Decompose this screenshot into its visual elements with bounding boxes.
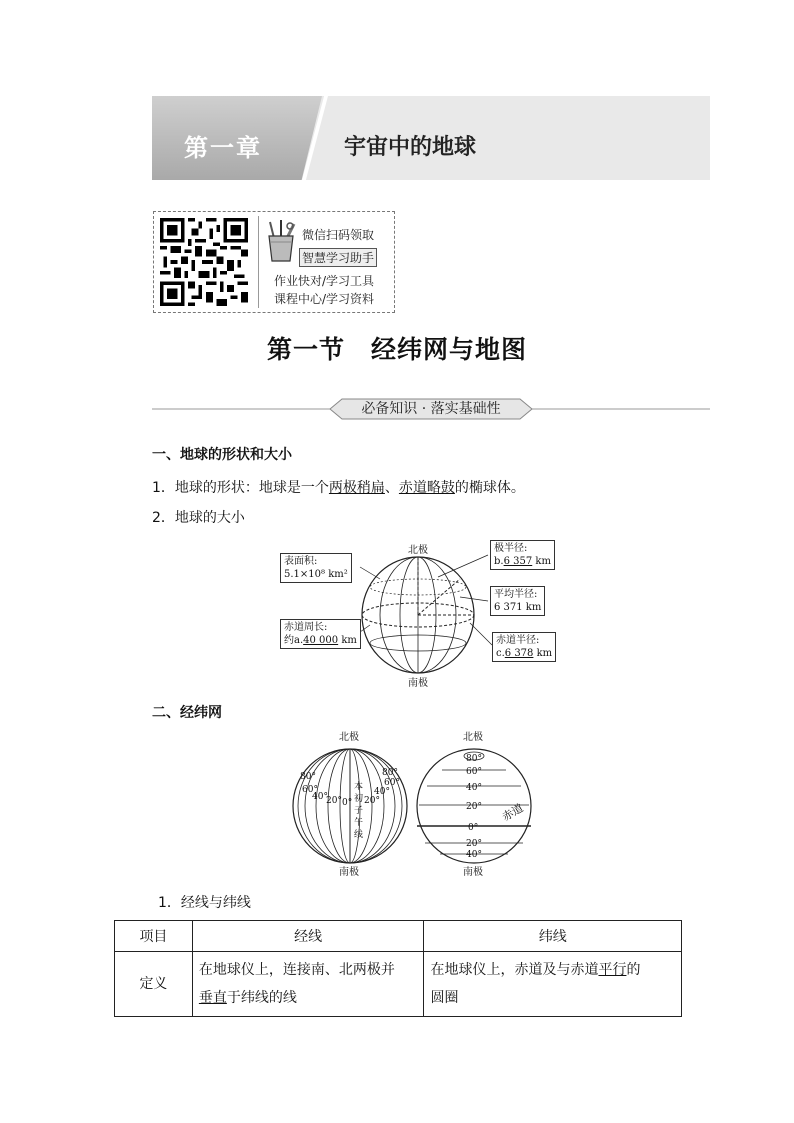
equatorial-radius-prefix: c. [496,648,505,659]
graticule-figure [290,730,550,882]
pen-holder-icon [264,220,298,262]
definition-label: 定义 [115,952,193,1017]
parallel-label-s40: 40° [466,850,482,860]
meridian-label-w40: 40° [312,792,328,802]
meridian-parallel-table [114,920,682,1017]
heading-shape-size: 一、地球的形状和大小 [152,447,292,463]
mean-radius-value: 6 371 km [494,602,542,613]
circumference-prefix: 约a. [284,635,304,646]
circumference-line [284,634,357,647]
surface-area-value: 5.1×10⁸ km² [284,569,348,580]
divider-label: 必备知识 · 落实基础性 [361,401,501,417]
qr-line-materials: 课程中心/学习资料 [274,292,375,306]
left-north-pole: 北极 [339,732,359,743]
parallel-definition-line1 [430,956,675,984]
circumference-unit: km [341,635,357,646]
right-south-pole: 南极 [463,867,483,878]
parallel-definition-prefix: 在地球仪上，赤道及与赤道 [430,962,599,978]
earth-size-figure [280,537,553,689]
meridian-label-e40: 40° [374,787,390,797]
chapter-banner [152,96,710,180]
mean-radius-label: 平均半径: [494,589,538,600]
polar-radius-box [490,540,555,570]
prime-meridian-char-2: 初 [354,794,364,804]
section-title: 第一节 经纬网与地图 [266,335,527,364]
item-earth-size: 2．地球的大小 [152,510,245,526]
item-meridian-parallel: 1．经线与纬线 [158,895,251,911]
polar-radius-line [494,555,551,568]
parallel-label-0: 0° [468,823,479,833]
item-earth-shape-prefix: 1．地球的形状：地球是一个 [152,480,329,496]
polar-radius-unit: km [535,556,551,567]
meridian-definition-suffix: 于纬线的线 [226,990,297,1006]
parallel-label-n20: 20° [466,802,482,812]
equatorial-radius-line [496,647,552,660]
parallel-label-s20: 20° [466,839,482,849]
item-earth-shape [152,477,525,497]
polar-radius-prefix: b. [494,556,504,567]
parallel-label-n80: 80° [466,754,482,764]
chapter-number: 第一章 [184,134,262,162]
blank-parallel: 平行 [598,962,627,978]
parallel-definition [424,952,682,1017]
equator-label: 赤道 [499,801,526,824]
item-earth-shape-suffix: 的椭球体。 [454,480,525,496]
polar-radius-label: 极半径: [494,543,528,554]
qr-divider [258,216,259,308]
blank-two-poles: 两极稍扁 [328,480,385,496]
equatorial-radius-box [492,632,556,662]
table-row [115,952,682,1017]
blank-perpendicular: 垂直 [198,990,227,1006]
table-header-item: 项目 [115,921,193,952]
parallel-definition-line2: 圆圈 [430,990,459,1006]
surface-area-label: 表面积: [284,556,318,567]
item-earth-shape-sep: 、 [384,480,399,496]
meridian-label-e80: 80° [382,768,398,778]
mean-radius-box [490,586,545,616]
circumference-box [280,619,361,649]
surface-area-box [280,553,352,583]
prime-meridian-char-1: 本 [354,782,364,792]
right-north-pole: 北极 [463,732,483,743]
meridian-label-w60: 60° [302,785,318,795]
meridian-label-0: 0° [342,798,353,808]
meridian-label-w80: 80° [300,772,316,782]
south-pole-label: 南极 [408,678,428,689]
blank-equator: 赤道略鼓 [398,480,455,496]
meridian-definition-line2 [199,984,418,1012]
parallel-label-n40: 40° [466,783,482,793]
meridian-definition-line1: 在地球仪上，连接南、北两极并 [198,962,395,978]
chapter-title: 宇宙中的地球 [344,135,477,160]
qr-code-icon[interactable] [160,218,248,306]
parallel-label-n60: 60° [466,767,482,777]
qr-line-tools: 作业快对/学习工具 [274,274,375,288]
meridian-label-w20: 20° [326,796,342,806]
table-header-meridian: 经线 [192,921,424,952]
heading-graticule: 二、经纬网 [152,705,222,721]
north-pole-label: 北极 [408,545,428,556]
qr-promo-box[interactable] [153,211,395,313]
equatorial-radius-label: 赤道半径: [496,635,540,646]
qr-line-assistant: 智慧学习助手 [299,248,377,267]
equatorial-radius-unit: km [536,648,553,659]
prime-meridian-char-5: 线 [354,830,364,840]
table-header-parallel: 纬线 [424,921,682,952]
qr-line-scan: 微信扫码领取 [302,228,375,242]
meridian-definition [192,952,424,1017]
polar-radius-value: 6 357 [503,556,533,567]
circumference-label: 赤道周长: [284,622,328,633]
meridian-label-e60: 60° [384,778,400,788]
knowledge-divider [152,398,710,420]
parallel-definition-suffix: 的 [626,962,641,978]
prime-meridian-char-4: 午 [354,818,364,828]
left-south-pole: 南极 [339,867,359,878]
table-header-row [115,921,682,952]
equatorial-radius-value: 6 378 [504,648,534,659]
meridian-label-e20: 20° [364,796,380,806]
prime-meridian-char-3: 子 [354,806,364,816]
circumference-value: 40 000 [303,635,339,646]
